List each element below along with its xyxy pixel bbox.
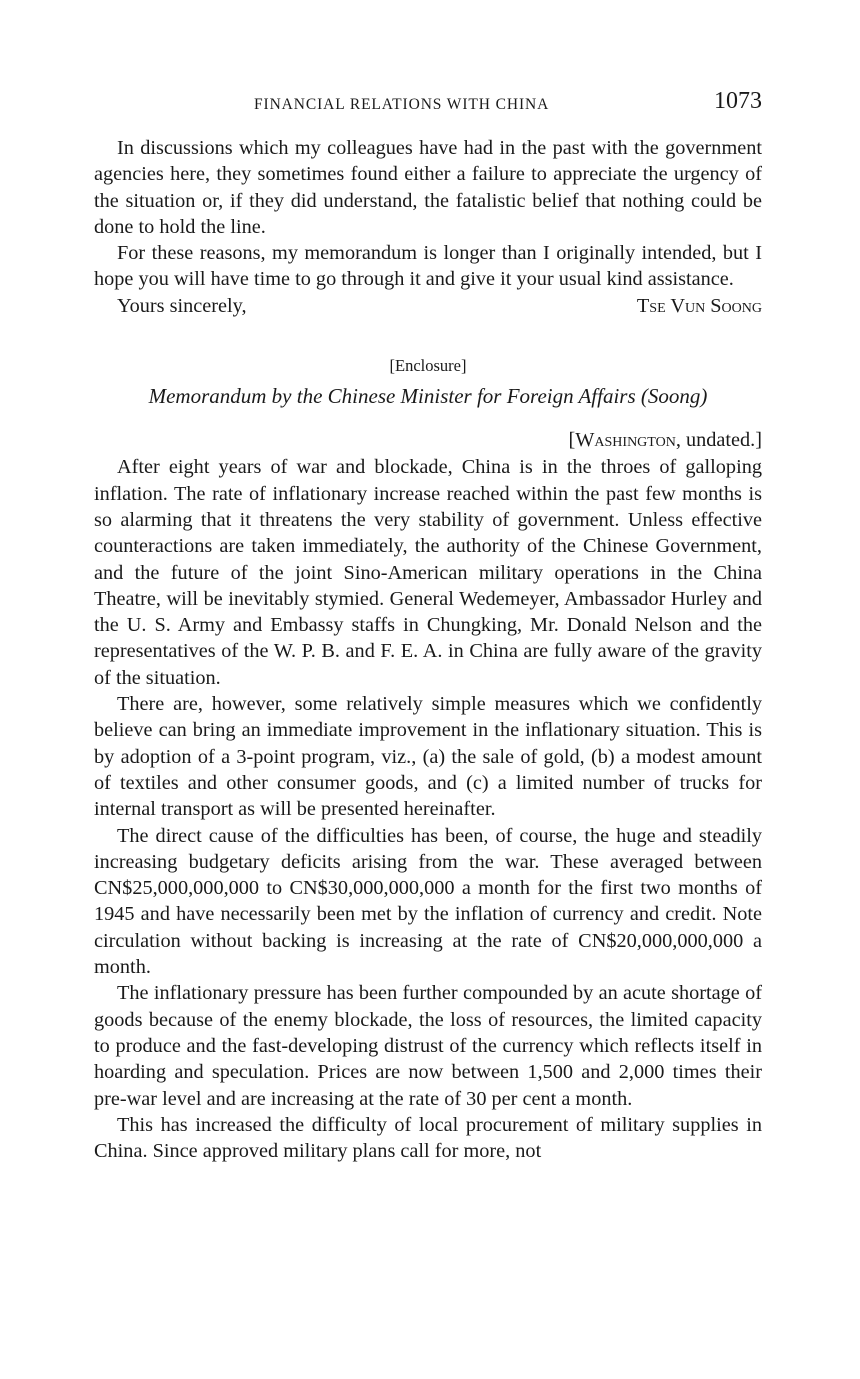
letter-signature: Tse Vun Soong xyxy=(636,294,762,317)
memorandum-title: Memorandum by the Chinese Minister for Foreign Affairs (Soong) xyxy=(148,384,708,409)
letter-paragraph: For these reasons, my memorandum is longer than I originally intended, but I hope you will have time to go through it and give it your usual kind assistance. xyxy=(94,242,762,291)
letter-closing-row xyxy=(94,293,762,319)
letter-closing: Yours sincerely, xyxy=(117,294,247,317)
memo-paragraph: This has increased the difficulty of local procurement of military supplies in China. Since approved military plans call for more, not xyxy=(94,1113,762,1163)
memo-paragraph: The inflationary pressure has been further compounded by an acute shortage of goods because of the enemy blockade, the loss of resources, the limited capacity to produce and the fast-developing distrust of the currency which reflects itself in hoarding and speculation. Prices are now between 1,500 and 2,000 times their pre-war level and are increasing at the rate of 30 per cent a month. xyxy=(94,982,762,1110)
memo-dateline xyxy=(94,427,762,453)
running-title: FINANCIAL RELATIONS WITH CHINA xyxy=(254,96,550,113)
dateline-bracket: [ xyxy=(568,429,576,452)
page-body xyxy=(94,135,762,1164)
memo-paragraph: The direct cause of the difficulties has been, of course, the huge and steadily increasing budgetary deficits arising from the war. These averaged between CN$25,000,000,000 to CN$30,000,000,000 a month for the first two months of 1945 and have necessarily been met by the inflation of currency and credit. Note circulation without backing is increasing at the rate of CN$20,000,000,000 a month. xyxy=(94,824,762,979)
dateline-date: , undated.] xyxy=(675,429,762,452)
running-header xyxy=(94,88,762,120)
enclosure-label: [Enclosure] xyxy=(389,356,467,376)
memo-paragraph: After eight years of war and blockade, China is in the throes of galloping inflation. The rate of inflationary increase reached within the past few months is so alarming that it threatens the very stability of government. Unless effective counteractions are taken immediately, the authority of the Chinese Government, and the future of the joint Sino-American military operations in the China Theatre, will be inevitably stymied. General Wedemeyer, Ambassador Hurley and the U. S. Army and Embassy staffs in Chungking, Mr. Donald Nelson and the representatives of the W. P. B. and F. E. A. in China are fully aware of the gravity of the situation. xyxy=(94,456,762,689)
page-number: 1073 xyxy=(714,88,762,114)
letter-paragraph: In discussions which my colleagues have had in the past with the government agencies here, they sometimes found either a failure to appreciate the urgency of the situation or, if they did understand, the fatalistic belief that nothing could be done to hold the line. xyxy=(94,137,762,238)
memo-paragraph: There are, however, some relatively simple measures which we confidently believe can bring an immediate improvement in the inflationary situation. This is by adoption of a 3-point program, viz., (a) the sale of gold, (b) a modest amount of textiles and other consumer goods, and (c) a limited number of trucks for internal transport as will be presented hereinafter. xyxy=(94,693,762,821)
dateline-place: Washington xyxy=(575,429,676,452)
